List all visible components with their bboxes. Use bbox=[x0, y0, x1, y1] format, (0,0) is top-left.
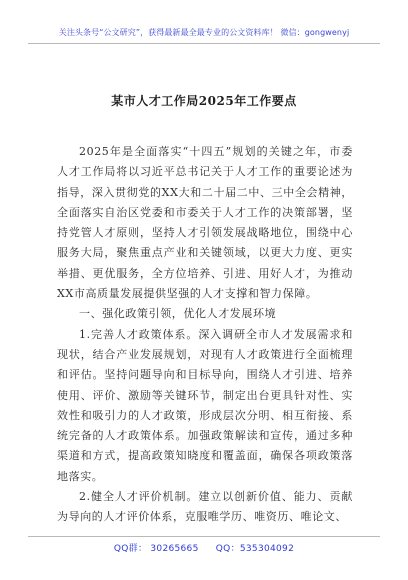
footer-divider bbox=[28, 536, 380, 537]
footer-contacts bbox=[0, 541, 408, 554]
header-divider bbox=[28, 43, 380, 44]
document-body bbox=[57, 142, 353, 528]
intro-paragraph: 2025年是全面落实“十四五”规划的关键之年，市委人才工作局将以习近平总书记关于人才工作的重要论述为指导，深入贯彻党的XX大和二十届二中、三中全会精神，全面落实自治区党委和市委关于人才工作的决策部署，坚持党管人才原则，坚持人才引领发展战略地位，围绕中心服务大局，聚焦重点产业和关键领域，以更大力度、更实举措、更优服务，全方位培养、引进、用好人才，为推动XX市高质量发展提供坚强的人才支撑和智力保障。 bbox=[57, 145, 353, 301]
qq-contact: QQ：535304092 bbox=[215, 544, 295, 554]
document-title: 某市人才工作局2025年工作要点 bbox=[111, 94, 297, 108]
qq-group-contact: QQ群： 30265665 bbox=[113, 544, 199, 554]
header-banner: 关注头条号“公文研究”，获得最新最全最专业的公文资料库！ 微信：gongwenyj bbox=[58, 28, 350, 37]
body-paragraph: 2.健全人才评价机制。建立以创新价值、能力、贡献为导向的人才评价体系，克服唯学历、唯资历、唯论文、 bbox=[57, 490, 353, 524]
body-paragraph: 1.完善人才政策体系。深入调研全市人才发展需求和现状，结合产业发展规划，对现有人才政策进行全面梳理和评估。坚持问题导向和目标导向，围绕人才引进、培养使用、评价、激励等关键环节，制定出台更具针对性、实效性和吸引力的人才政策，形成层次分明、相互衔接、系统完备的人才政策体系。加强政策解读和宣传，通过多种渠道和方式，提高政策知晓度和覆盖面，确保各项政策落地落实。 bbox=[57, 327, 353, 483]
section-heading: 一、强化政策引领，优化人才发展环境 bbox=[79, 307, 277, 321]
